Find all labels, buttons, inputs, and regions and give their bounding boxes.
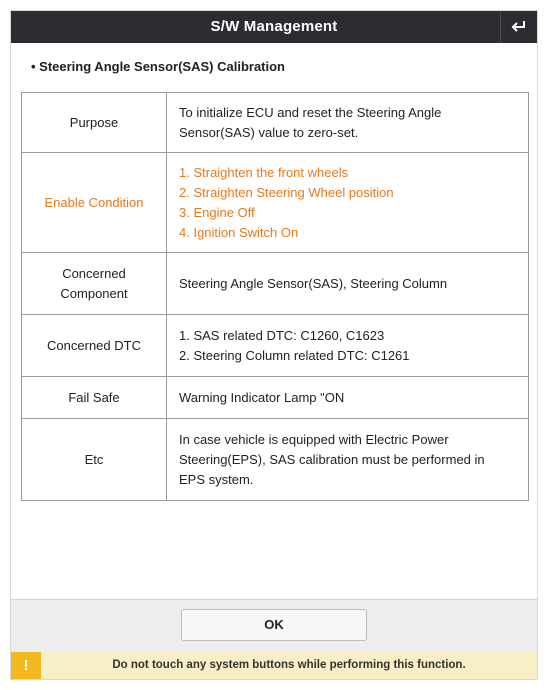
info-table [21,92,529,501]
row-label [22,253,167,315]
row-label-line: Etc [84,451,104,467]
row-value-line: 2. Straighten Steering Wheel position [179,184,394,200]
warning-message: Do not touch any system buttons while performing this function. [112,659,466,671]
row-value-line: Warning Indicator Lamp "ON [179,389,345,405]
table-row [22,419,529,501]
row-value-line: 4. Ignition Switch On [179,224,299,240]
row-value [167,253,529,315]
row-label [22,419,167,501]
row-label-line: Concerned [62,265,126,281]
row-value [167,419,529,501]
row-label [22,315,167,377]
row-value-line: To initialize ECU and reset the Steering Angle [179,104,442,120]
section-heading: • Steering Angle Sensor(SAS) Calibration [31,59,285,74]
back-button[interactable] [500,11,537,43]
table-row [22,253,529,315]
row-label-line: Purpose [69,114,119,130]
warning-banner [11,652,537,679]
dialog-window [10,10,538,680]
row-value-line: In case vehicle is equipped with Electric Power [179,431,449,447]
table-row [22,377,529,419]
row-value-line: Sensor(SAS) value to zero-set. [179,124,359,140]
row-value [167,377,529,419]
row-value-line: 2. Steering Column related DTC: C1261 [179,347,410,363]
row-label [22,377,167,419]
row-value [167,153,529,253]
row-label-line: Fail Safe [68,389,120,405]
row-label [22,153,167,253]
row-value-line: Steering(EPS), SAS calibration must be performed in [179,451,485,467]
row-label-line: Enable Condition [44,194,144,210]
return-arrow-icon [511,20,527,34]
row-label-line: Component [60,285,128,301]
row-value-line: Steering Angle Sensor(SAS), Steering Column [179,275,448,291]
row-label [22,93,167,153]
row-value [167,93,529,153]
table-row [22,153,529,253]
footer-bar [11,599,537,652]
table-row [22,93,529,153]
row-value [167,315,529,377]
row-value-line: 3. Engine Off [179,204,255,220]
table-row [22,315,529,377]
row-value-line: EPS system. [179,471,254,487]
window-title: S/W Management [210,18,338,35]
row-value-line: 1. SAS related DTC: C1260, C1623 [179,327,385,343]
row-label-line: Concerned DTC [47,337,141,353]
exclamation-icon: ! [11,652,41,679]
row-value-line: 1. Straighten the front wheels [179,164,349,180]
ok-button[interactable]: OK [181,609,367,641]
title-bar [11,11,537,43]
